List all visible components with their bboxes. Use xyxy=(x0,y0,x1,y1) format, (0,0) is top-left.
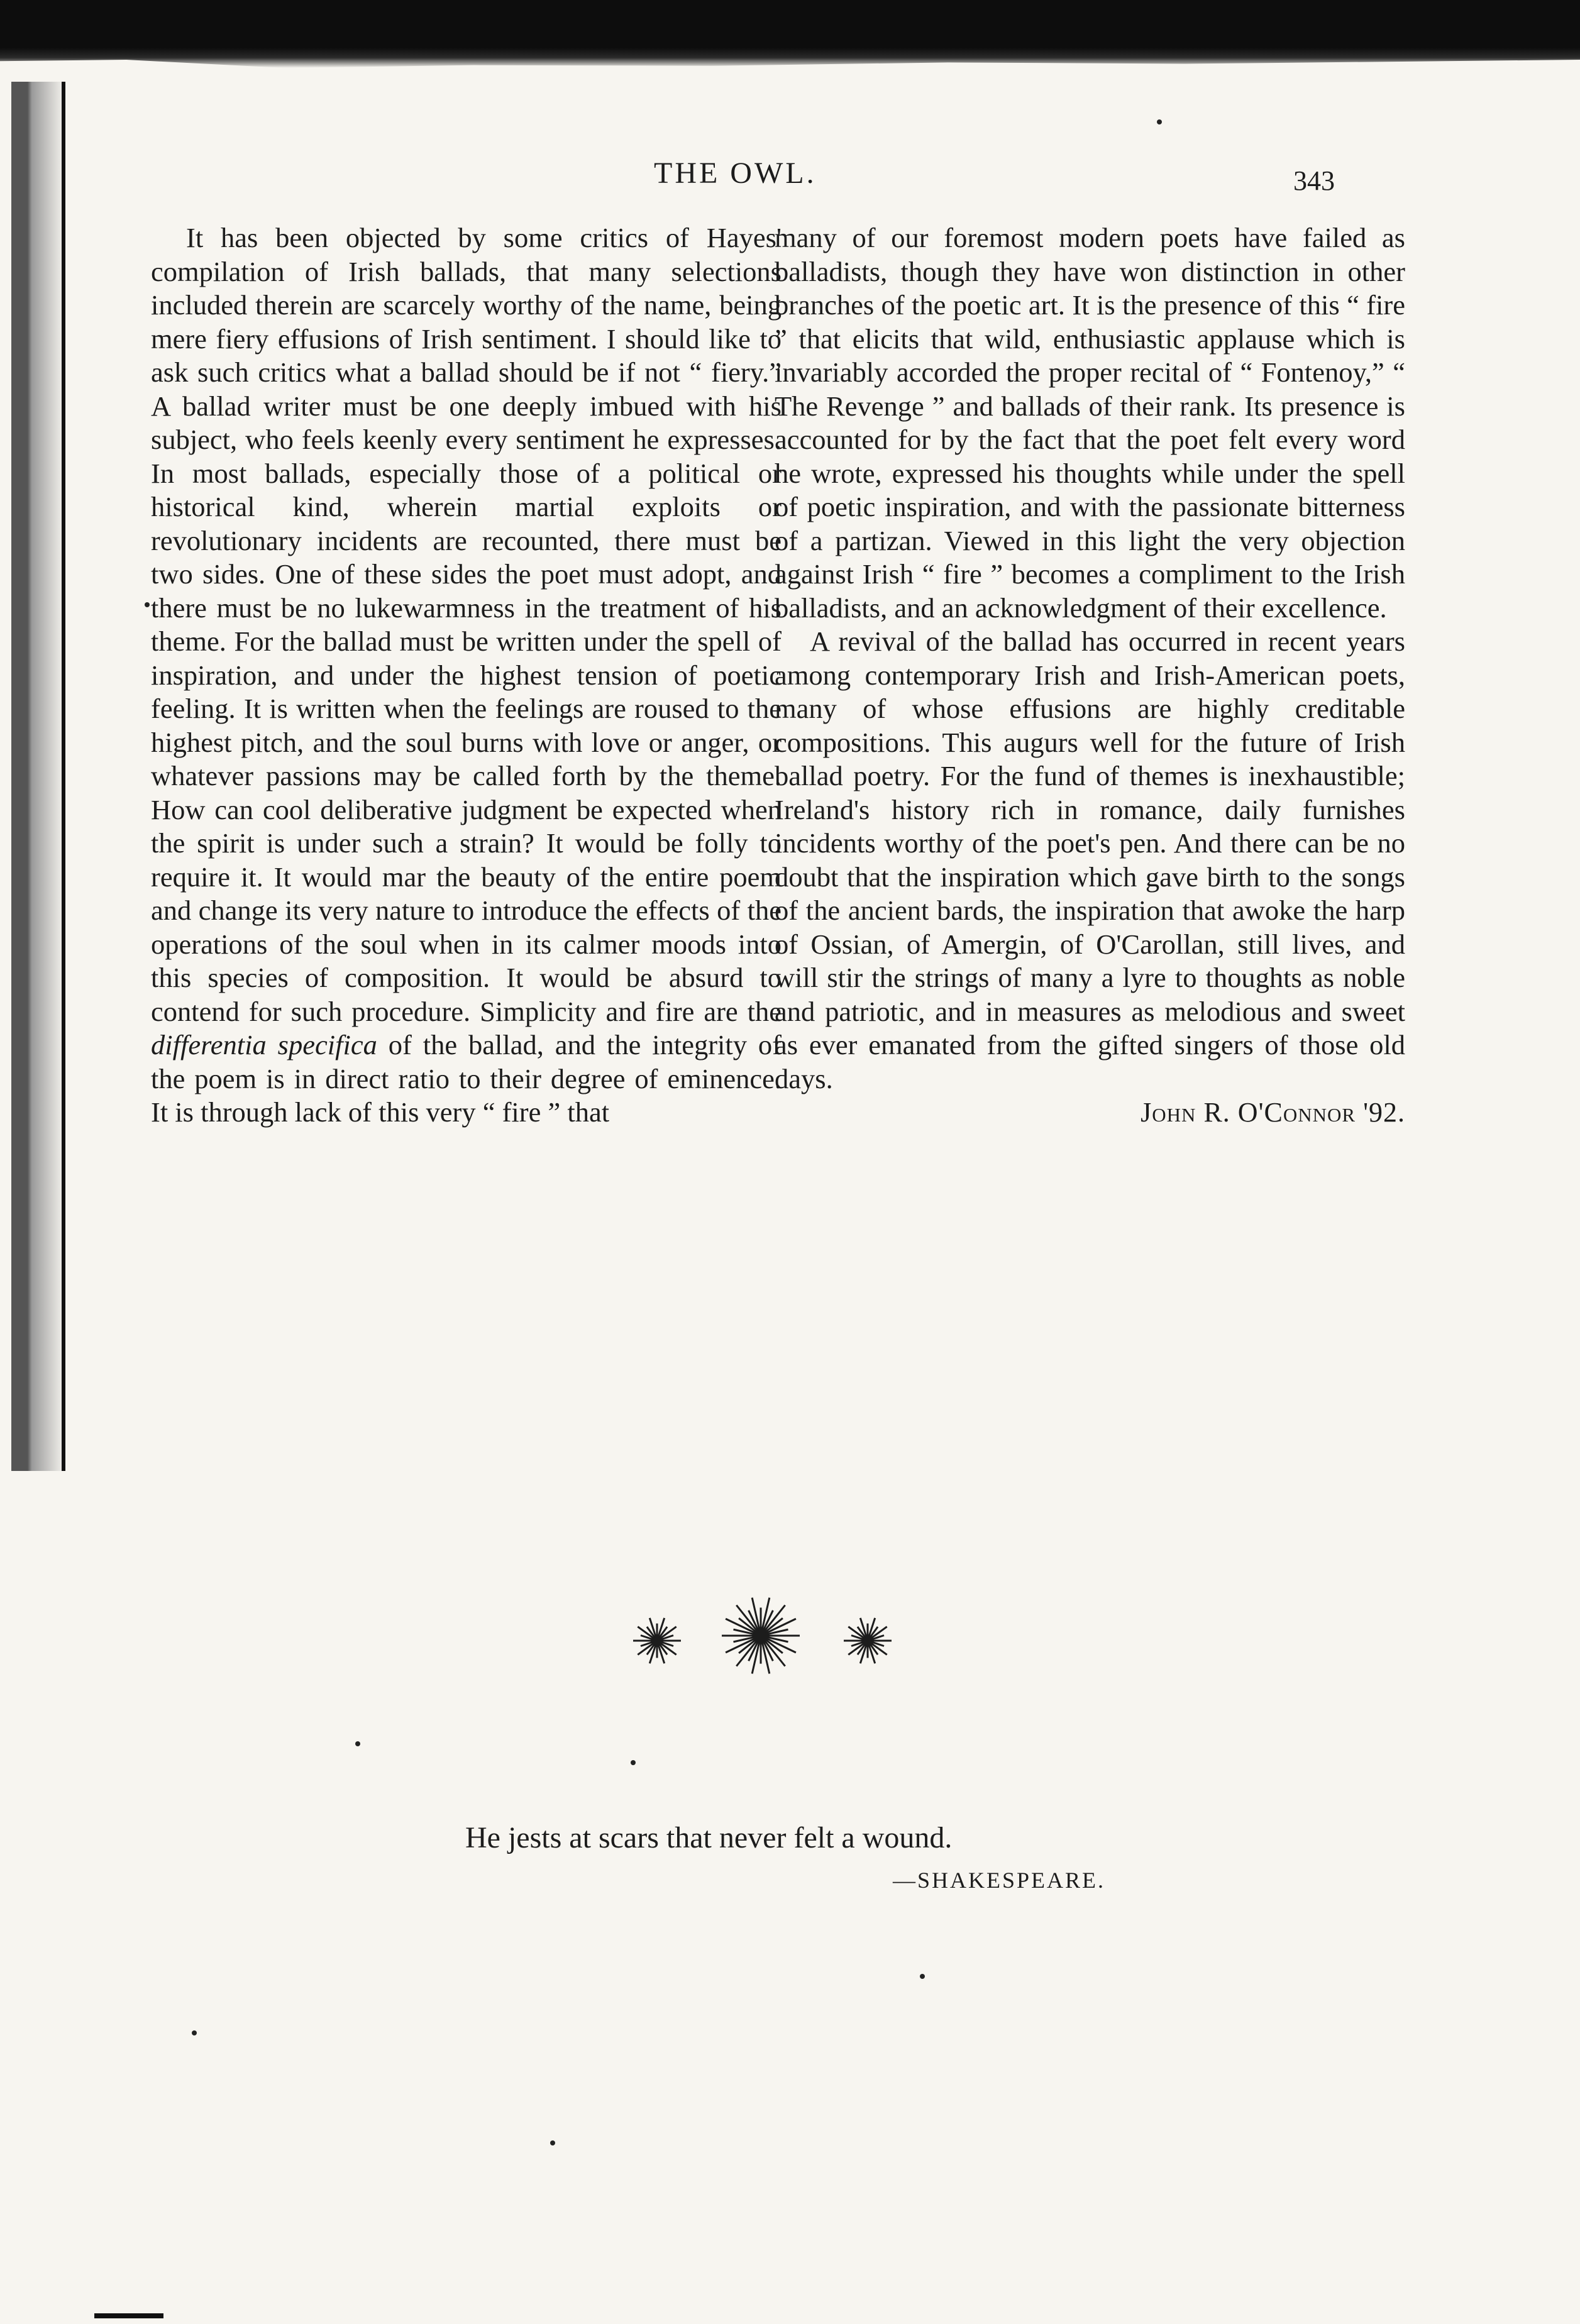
epigraph-attribution: —SHAKESPEARE. xyxy=(893,1868,1106,1893)
author-signature: John R. O'Connor '92. xyxy=(1141,1097,1405,1128)
small-starburst-icon xyxy=(633,1618,681,1663)
article-paragraph: many of our foremost modern poets have failed as balladists, though they have won distinction in other branches of the poetic art. It is the presence of this “ fire ” that elicits that wild, enthusiastic applause which is invariably accorded the proper recital of “ Fontenoy,” “ The Revenge ” and ballads of their rank. Its presence is accounted for by the fact that the poet felt every word he wrote, expressed his thoughts while under the spell of poetic inspiration, and with the passionate bitterness of a partizan. Viewed in this light the very objection against Irish “ fire ” becomes a compliment to the Irish balladists, and an acknowledgment of their excellence. xyxy=(775,222,1405,624)
epigraph-quote: He jests at scars that never felt a wound. xyxy=(465,1821,953,1854)
scan-speck xyxy=(355,1741,360,1746)
scan-speck xyxy=(192,2030,197,2035)
article-right-column xyxy=(775,221,1405,1130)
page-number: 343 xyxy=(1293,165,1335,196)
large-starburst-icon xyxy=(722,1598,800,1674)
article-paragraph: A revival of the ballad has occurred in recent years among contemporary Irish and Irish-American poets, many of whose effusions are highly creditable compositions. This augurs well for the future of Irish ballad poetry. For the fund of themes is inexhaustible; Ireland's history rich in romance, daily furnishes incidents worthy of the poet's pen. And there can be no doubt that the inspiration which gave birth to the songs of the ancient bards, the inspiration that awoke the harp of Ossian, of Amergin, of O'Carollan, still lives, and will stir the strings of many a lyre to thoughts as noble and patriotic, and in measures as melodious and sweet as ever emanated from the gifted singers of those old days. xyxy=(775,625,1405,1094)
scan-speck xyxy=(550,2140,555,2145)
scan-speck xyxy=(920,1974,925,1979)
scan-top-border xyxy=(0,0,1580,68)
scan-speck xyxy=(145,602,150,607)
small-starburst-icon xyxy=(844,1618,892,1663)
paragraph-text: It has been objected by some critics of Hayes' compilation of Irish ballads, that many selections included therein are scarcely worthy of the name, being mere fiery effusions of Irish sentiment. I should like to ask such critics what a ballad should be if not “ fiery.” A ballad writer must be one deeply imbued with his subject, who feels keenly every sentiment he expresses. In most ballads, especially those of a political or historical kind, wherein martial exploits or revolutionary incidents are recounted, there must be two sides. One of these sides the poet must adopt, and there must be no lukewarmness in the treatment of his theme. For the ballad must be written under the spell of inspiration, and under the highest tension of poetic feeling. It is written when the feelings are roused to the highest pitch, and the soul burns with love or anger, or whatever passions may be called forth by the theme. How can cool deliberative judgment be expected when the spirit is under such a strain? It would be folly to require it. It would mar the beauty of the entire poem and change its very nature to introduce the effects of the operations of the soul when in its calmer moods into this species of composition. It would be absurd to contend for such procedure. Simplicity and fire are the xyxy=(151,222,782,1027)
article-paragraph xyxy=(151,221,782,1130)
paragraph-text: of the ballad, and the integrity of the poem is in direct ratio to their degree of eminence. It is through lack of this very “ fire ” that xyxy=(151,1029,782,1128)
running-head: THE OWL. xyxy=(654,157,817,190)
article-left-column xyxy=(151,221,782,1130)
scan-speck xyxy=(631,1760,636,1765)
starburst-ornament-icon xyxy=(622,1597,924,1678)
scan-bottom-mark xyxy=(94,2313,163,2318)
scan-left-border xyxy=(11,82,65,1471)
latin-emphasis: differentia specifica xyxy=(151,1029,377,1060)
scan-speck xyxy=(1157,119,1162,124)
